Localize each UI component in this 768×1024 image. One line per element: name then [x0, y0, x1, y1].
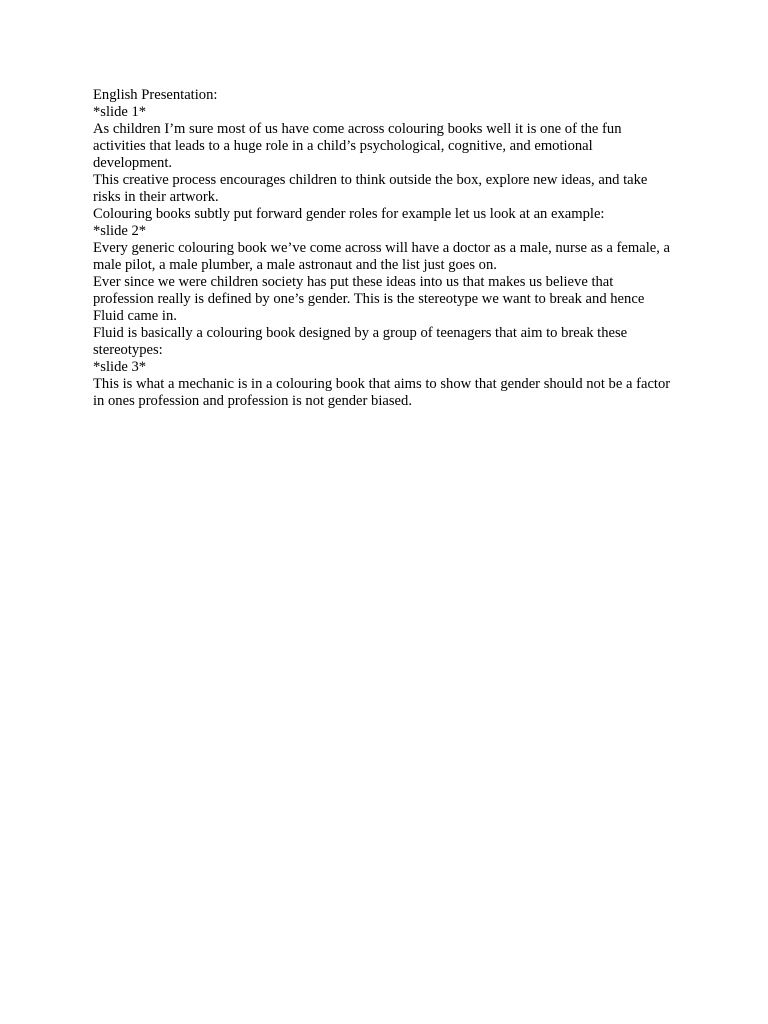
slide-1-paragraph-3: Colouring books subtly put forward gender roles for example let us look at an example:: [93, 206, 605, 222]
slide-3-heading: *slide 3*: [93, 359, 147, 375]
slide-1-paragraph-2: This creative process encourages children to think outside the box, explore new ideas, and take risks in their artwork.: [93, 172, 648, 205]
document-body: [93, 87, 673, 410]
slide-1-heading: *slide 1*: [93, 104, 147, 120]
slide-2-paragraph-1: Every generic colouring book we’ve come across will have a doctor as a male, nurse as a female, a male pilot, a male plumber, a male astronaut and the list just goes on.: [93, 240, 671, 273]
slide-2-paragraph-3: Fluid is basically a colouring book designed by a group of teenagers that aim to break these stereotypes:: [93, 325, 628, 358]
slide-2-paragraph-2: Ever since we were children society has put these ideas into us that makes us believe that profession really is defined by one’s gender. This is the stereotype we want to break and hence Fluid came in.: [93, 274, 645, 324]
slide-2-heading: *slide 2*: [93, 223, 147, 239]
slide-1-paragraph-1: As children I’m sure most of us have come across colouring books well it is one of the fun activities that leads to a huge role in a child’s psychological, cognitive, and emotional development.: [93, 121, 622, 171]
slide-3-paragraph-1: This is what a mechanic is in a colouring book that aims to show that gender should not be a factor in ones profession and profession is not gender biased.: [93, 376, 671, 409]
document-title: English Presentation:: [93, 87, 218, 103]
